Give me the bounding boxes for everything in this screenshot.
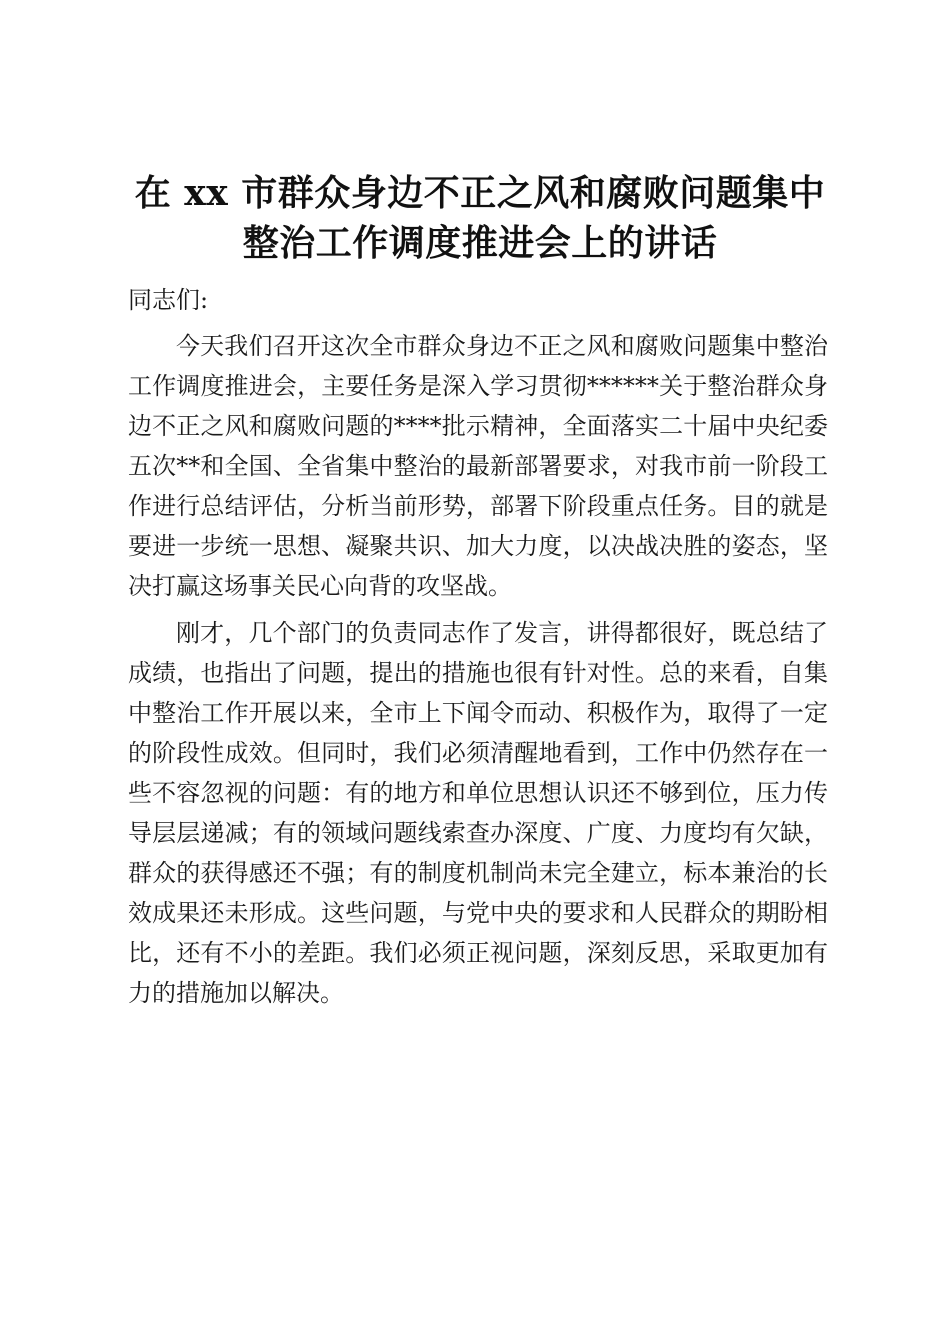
paragraph-2: 刚才，几个部门的负责同志作了发言，讲得都很好，既总结了成绩，也指出了问题，提出的措施也很有针对性。总的来看，自集中整治工作开展以来，全市上下闻令而动、积极作为，取得了一定的阶段性成效。但同时，我们必须清醒地看到，工作中仍然存在一些不容忽视的问题：有的地方和单位思想认识还不够到位，压力传导层层递减；有的领域问题线索查办深度、广度、力度均有欠缺，群众的获得感还不强；有的制度机制尚未完全建立，标本兼治的长效成果还未形成。这些问题，与党中央的要求和人民群众的期盼相比，还有不小的差距。我们必须正视问题，深刻反思，采取更加有力的措施加以解决。 [128,619,828,1007]
paragraph-1: 今天我们召开这次全市群众身边不正之风和腐败问题集中整治工作调度推进会，主要任务是深入学习贯彻******关于整治群众身边不正之风和腐败问题的****批示精神，全面落实二十届中央纪委五次**和全国、全省集中整治的最新部署要求，对我市前一阶段工作进行总结评估，分析当前形势，部署下阶段重点任务。目的就是要进一步统一思想、凝聚共识、加大力度，以决战决胜的姿态，坚决打赢这场事关民心向背的攻坚战。 [128,332,828,600]
salutation: 同志们: [128,286,209,314]
document-title: 在 xx 市群众身边不正之风和腐败问题集中整治工作调度推进会上的讲话 [134,172,826,264]
document-body [128,280,828,1020]
